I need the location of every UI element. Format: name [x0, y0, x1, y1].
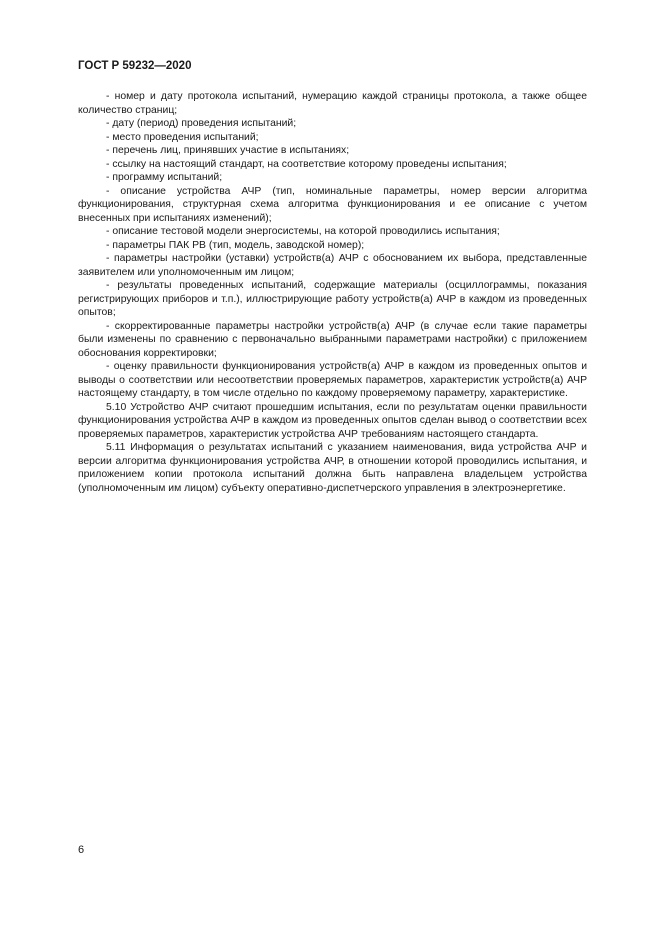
paragraph: - перечень лиц, принявших участие в испытаниях; [106, 145, 350, 156]
paragraph: - описание устройства АЧР (тип, номинальные параметры, номер версии алгоритма функционирования, структурная схема алгоритма функционирования и ее описание с учетом внесенных при испытаниях изменений); [78, 185, 587, 224]
paragraph: - ссылку на настоящий стандарт, на соответствие которому проведены испытания; [106, 158, 507, 170]
paragraph: 5.11 Информация о результатах испытаний с указанием наименования, вида устройства АЧР и версии алгоритма функционирования устройства АЧР, в отношении которой проводились испытания, и приложением копии протокола испытаний должна быть направлена владельцем устройства (уполномоченным им лицом) субъекту оперативно-диспетчерского управления в электроэнергетике. [78, 442, 587, 494]
document-header: ГОСТ Р 59232—2020 [78, 60, 192, 72]
page-number: 6 [78, 844, 85, 856]
paragraph: - программу испытаний; [106, 172, 223, 183]
paragraph: - оценку правильности функционирования устройств(а) АЧР в каждом из проведенных опытов и выводы о соответствии или несоответствии проверяемых параметров, характеристик устройств(а) АЧР настоящему стандарту, в том числе отдельно по каждому проверяемому параметру, характеристике. [78, 361, 587, 399]
paragraph: - скорректированные параметры настройки устройств(а) АЧР (в случае если такие параметры были изменены по сравнению с первоначально выбранными параметрами настройки) с приложением обоснования корректировки; [78, 320, 587, 359]
paragraph: - номер и дату протокола испытаний, нумерацию каждой страницы протокола, а также общее количество страниц; [78, 91, 587, 116]
paragraph: - параметры ПАК РВ (тип, модель, заводской номер); [106, 239, 365, 251]
paragraph: 5.10 Устройство АЧР считают прошедшим испытания, если по результатам оценки правильности функционирования устройства АЧР в каждом из проведенных опытов сделан вывод о соответствии всех проверяемых параметров, характеристик устройства АЧР требованиям настоящего стандарта. [78, 401, 587, 440]
document-body [78, 90, 587, 495]
paragraph: - описание тестовой модели энергосистемы, на которой проводились испытания; [106, 226, 500, 237]
paragraph: - место проведения испытаний; [106, 131, 259, 143]
paragraph: - результаты проведенных испытаний, содержащие материалы (осциллограммы, показания регистрирующих приборов и т.п.), иллюстрирующие работу устройств(а) АЧР в каждом из проведенных опытов; [78, 280, 587, 318]
paragraph: - параметры настройки (уставки) устройств(а) АЧР с обоснованием их выбора, представленные заявителем или уполномоченным им лицом; [78, 253, 587, 278]
paragraph: - дату (период) проведения испытаний; [106, 118, 297, 129]
